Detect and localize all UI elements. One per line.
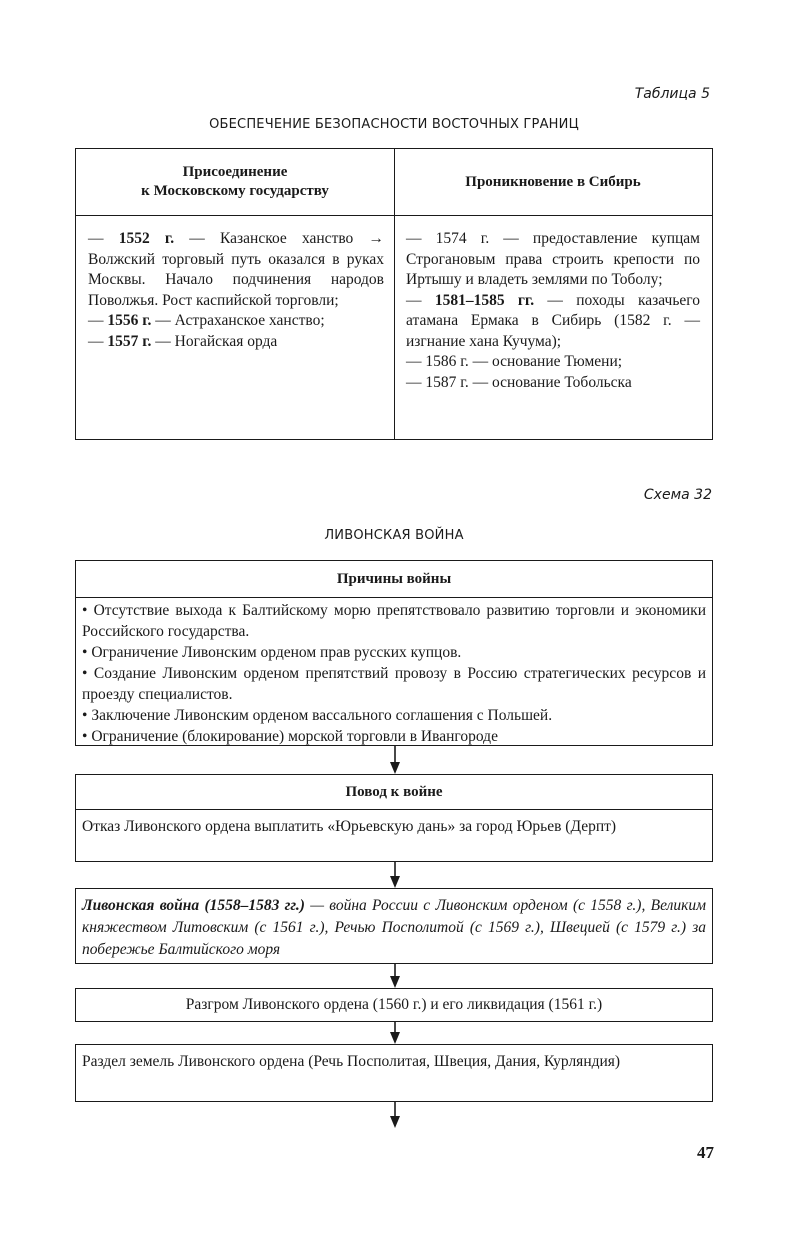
header-line-1: Присоединение xyxy=(182,164,288,180)
division-text: Раздел земель Ливонского ордена (Речь Посполитая, Швеция, Дания, Курляндия) xyxy=(82,1053,621,1070)
table-row: — 1574 г. — предоставление купцам Строгановым права строить крепости по Иртышу и владеть землями по Тоболу; xyxy=(406,230,700,288)
security-table xyxy=(75,148,713,440)
defeat-box xyxy=(75,988,713,1022)
causes-header: Причины войны xyxy=(76,561,712,598)
table-row: — 1581–1585 гг. — походы казачьего атамана Ермака в Сибирь (1582 г. — изгнание хана Кучума); xyxy=(406,291,701,350)
header-line-2: к Московскому государству xyxy=(141,183,329,199)
table-row: — 1557 г. — Ногайская орда xyxy=(88,332,278,350)
table-header-annexation xyxy=(76,149,394,215)
list-item: • Ограничение Ливонским орденом прав русских купцов. xyxy=(82,642,706,663)
table-title: ОБЕСПЕЧЕНИЕ БЕЗОПАСНОСТИ ВОСТОЧНЫХ ГРАНИЦ xyxy=(209,117,579,132)
arrow-down-icon xyxy=(389,964,401,988)
division-box xyxy=(75,1044,713,1102)
war-description xyxy=(76,889,712,961)
war-box xyxy=(75,888,713,964)
page-number: 47 xyxy=(697,1143,714,1162)
table-header-siberia: Проникновение в Сибирь xyxy=(465,173,641,190)
defeat-text: Разгром Ливонского ордена (1560 г.) и его ликвидация (1561 г.) xyxy=(185,996,603,1013)
annexation-column xyxy=(88,229,384,352)
siberia-column xyxy=(406,229,700,393)
table-row: — 1552 г. — Казанское ханство → Волжский торговый путь оказался в руках Москвы. Начало подчинения народов Поволжья. Рост каспийской торговли; xyxy=(88,230,385,309)
scheme-label: Схема 32 xyxy=(643,487,712,503)
table-row: — 1556 г. — Астраханское ханство; xyxy=(88,312,325,329)
table-row: — 1587 г. — основание Тобольска xyxy=(406,373,632,391)
arrow-down-icon xyxy=(389,1022,401,1044)
list-item: • Заключение Ливонским орденом вассального соглашения с Польшей. xyxy=(82,705,706,726)
pretext-box xyxy=(75,774,713,862)
table-row: — 1586 г. — основание Тюмени; xyxy=(406,353,623,370)
list-item: • Ограничение (блокирование) морской торговли в Ивангороде xyxy=(82,726,706,747)
pretext-header: Повод к войне xyxy=(76,775,712,810)
list-item: • Создание Ливонским орденом препятствий провозу в Россию стратегических ресурсов и проезду специалистов. xyxy=(82,663,706,705)
list-item: • Отсутствие выхода к Балтийскому морю препятствовало развитию торговли и экономики Российского государства. xyxy=(82,600,706,642)
arrow-down-icon xyxy=(389,1102,401,1128)
pretext-text: Отказ Ливонского ордена выплатить «Юрьевскую дань» за город Юрьев (Дерпт) xyxy=(82,818,617,835)
arrow-down-icon xyxy=(389,862,401,888)
arrow-down-icon xyxy=(389,746,401,774)
war-name: Ливонская война (1558–1583 гг.) xyxy=(82,897,305,914)
scheme-title: ЛИВОНСКАЯ ВОЙНА xyxy=(324,528,464,543)
table-label: Таблица 5 xyxy=(634,86,710,102)
war-text: — война России с Ливонским орденом (с 1558 г.), Великим княжеством Литовским (с 1561 г.), Речью Посполитой (с 1569 г.), Швецией (с 1579 г.) за побережье Балтийского моря xyxy=(82,897,706,958)
causes-box xyxy=(75,560,713,746)
